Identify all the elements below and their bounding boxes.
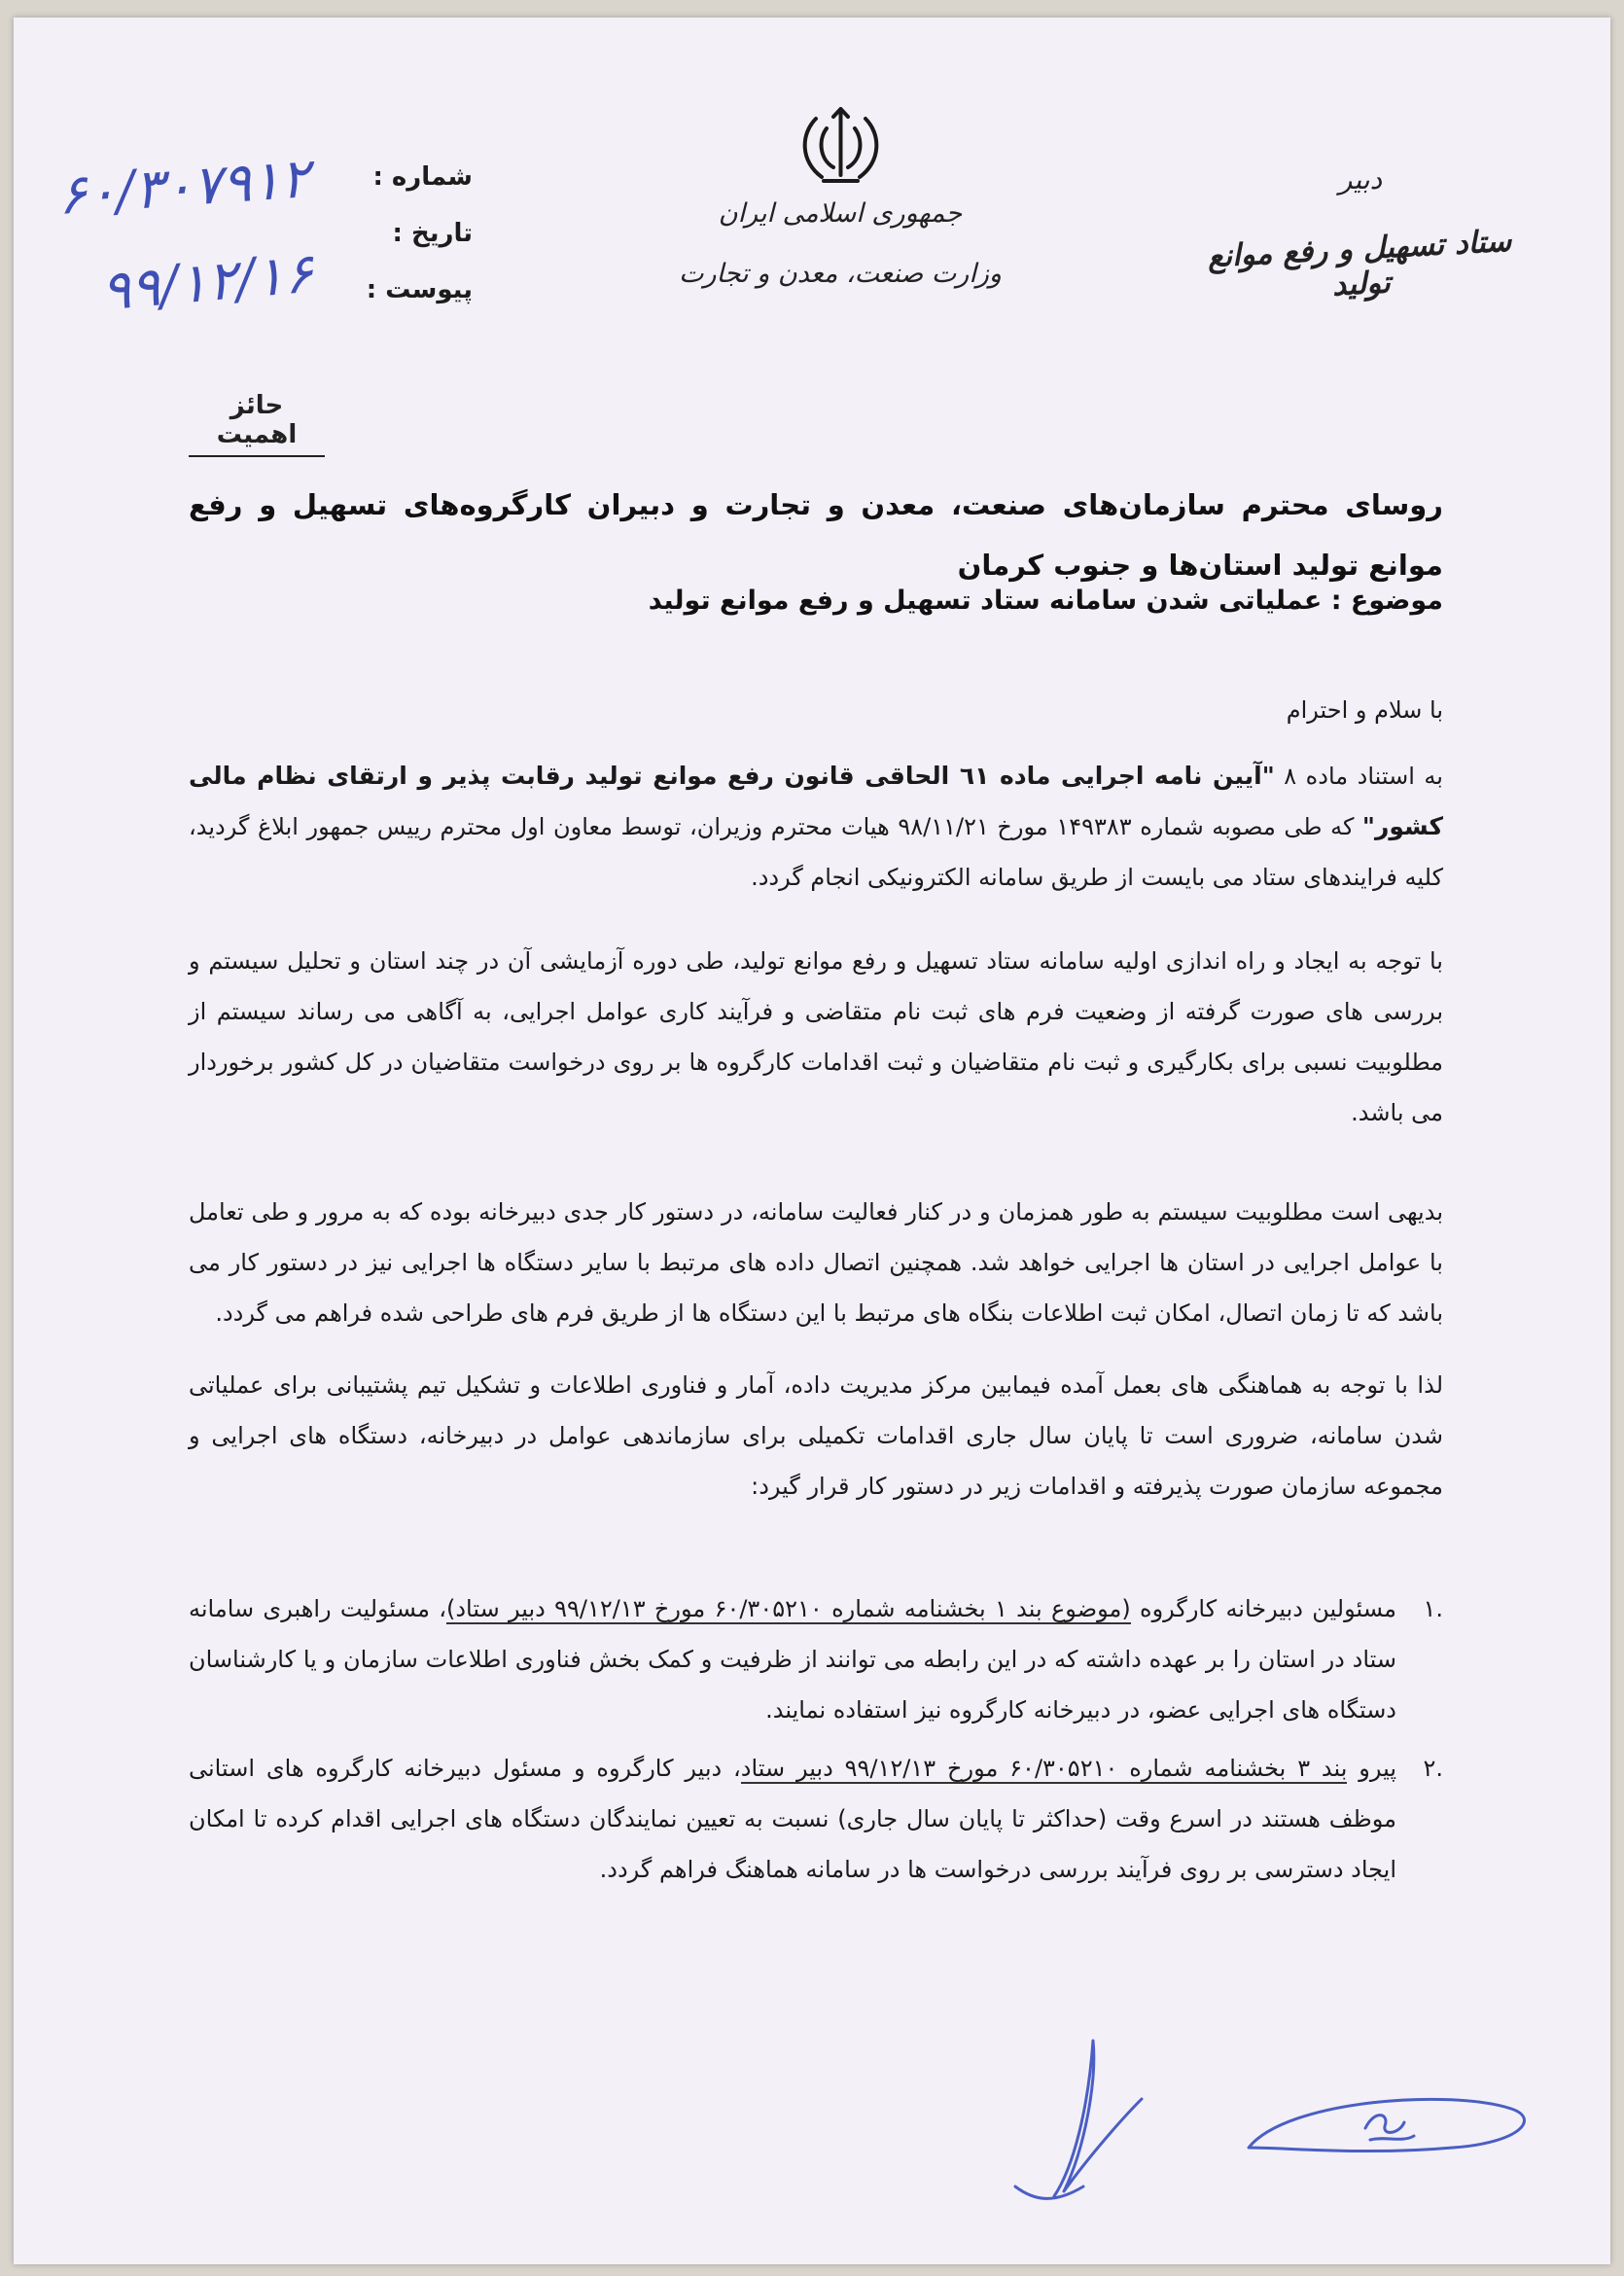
list-item-reference: (موضوع بند ۱ بخشنامه شماره ۶۰/۳۰۵۲۱۰ مورخ ۹۹/۱۲/۱۳ دبیر ستاد)	[445, 1595, 1131, 1622]
secretary-org-name: ستاد تسهیل و رفع موانع تولید	[1206, 223, 1513, 303]
letter-page	[14, 18, 1610, 2264]
greeting: با سلام و احترام	[1286, 696, 1443, 724]
attachment-label: پیوست :	[366, 275, 473, 304]
list-item	[189, 1743, 1443, 1895]
number-label: شماره :	[372, 162, 473, 192]
list-item	[189, 1583, 1443, 1735]
action-list	[189, 1583, 1443, 1903]
recipient-line: روسای محترم سازمان‌های صنعت، معدن و تجارت و دبیران کارگروه‌های تسهیل و رفع موانع تولید استان‌ها و جنوب کرمان	[189, 488, 1443, 582]
date-label: تاریخ :	[392, 219, 473, 248]
subject-line: موضوع : عملیاتی شدن سامانه ستاد تسهیل و رفع موانع تولید	[648, 586, 1443, 616]
regulation-title: "آیین نامه اجرایی ماده ٦١ الحاقی قانون رفع موانع تولید رقابت پذیر و ارتقای نظام مالی کشور"	[189, 762, 1443, 840]
list-item-number: .۲	[1423, 1755, 1443, 1782]
list-item-text: ، مسئولیت راهبری سامانه ستاد در استان را بر عهده داشته که در این رابطه می توانند از ظرفیت و کمک بخش فناوری اطلاعات سازمان و یا کارشناسان دستگاه های اجرایی عضو، در دبیرخانه کارگروه نیز استفاده نمایند.	[189, 1595, 1396, 1724]
list-item-lead: پیرو	[1347, 1755, 1397, 1782]
list-item-number: .۱	[1423, 1595, 1443, 1622]
handwritten-letter-date: ۹۹/۱۲/۱۶	[98, 241, 316, 324]
ministry-line-1: جمهوری اسلامی ایران	[718, 198, 963, 229]
secretary-label: دبیر	[1338, 163, 1383, 196]
paragraph-1-start: به استناد ماده ۸	[1274, 763, 1443, 790]
list-item-lead: مسئولین دبیرخانه کارگروه	[1130, 1595, 1397, 1622]
paragraph-1-rest: که طی مصوبه شماره ۱۴۹۳۸۳ مورخ ۹۸/۱۱/۲۱ هیات محترم وزیران، توسط معاون اول محترم رییس جمهور ابلاغ گردید، کلیه فرایندهای ستاد می بایست از طریق سامانه الکترونیکی انجام گردد.	[189, 813, 1443, 891]
paragraph-2: با توجه به ایجاد و راه اندازی اولیه سامانه ستاد تسهیل و رفع موانع تولید، طی دوره آزمایشی آن در چند استان و تحلیل سیستم و بررسی های صورت گرفته از وضعیت فرم های ثبت نام متقاضی و فرآیند کاری عوامل اجرایی، به آگاهی می رساند سیستم از مطلوبیت نسبی برای بکارگیری و ثبت نام متقاضیان و ثبت اقدامات کارگروه ها بر روی درخواست متقاضیان در کل کشور برخوردار می باشد.	[189, 947, 1443, 1126]
ministry-line-2: وزارت صنعت، معدن و تجارت	[679, 259, 1002, 289]
importance-note: حائز اهمیت	[189, 391, 325, 457]
handwritten-signature	[996, 2021, 1540, 2216]
list-item-text: ، دبیر کارگروه و مسئول دبیرخانه کارگروه های استانی موظف هستند در اسرع وقت (حداکثر تا پایان سال جاری) نسبت به تعیین نمایندگان دستگاه های اجرایی اقدام کرده تا امکان ایجاد دسترسی بر روی فرآیند بررسی درخواست ها در سامانه هماهنگ فراهم گردد.	[189, 1755, 1396, 1883]
handwritten-letter-number: ۶۰/۳۰۷۹۱۲	[55, 147, 312, 228]
letter-meta-labels	[356, 149, 473, 318]
list-item-reference: بند ۳ بخشنامه شماره ۶۰/۳۰۵۲۱۰ مورخ ۹۹/۱۲/۱۳ دبیر ستاد	[740, 1755, 1348, 1782]
iran-emblem-icon	[794, 107, 887, 187]
paragraph-1	[189, 751, 1443, 903]
paragraph-4: لذا با توجه به هماهنگی های بعمل آمده فیمابین مرکز مدیریت داده، آمار و فناوری اطلاعات و تشکیل تیم پشتیبانی برای عملیاتی شدن سامانه، ضروری است تا پایان سال جاری اقدامات تکمیلی برای سازماندهی عوامل در دبیرخانه، دستگاه های اجرایی و مجموعه سازمان صورت پذیرفته و اقدامات زیر در دستور کار قرار گیرد:	[189, 1371, 1443, 1500]
paragraph-3: بدیهی است مطلوبیت سیستم به طور همزمان و در کنار فعالیت سامانه، در دستور کار جدی دبیرخانه بوده که به مرور و طی تعامل با عوامل اجرایی در استان ها اجرایی خواهد شد. همچنین اتصال داده های مرتبط با سایر دستگاه ها اجرایی نیز در دستور کار می باشد که تا زمان اتصال، امکان ثبت اطلاعات بنگاه های مرتبط با این دستگاه ها از طریق فرم های طراحی شده فراهم می گردد.	[189, 1198, 1443, 1327]
